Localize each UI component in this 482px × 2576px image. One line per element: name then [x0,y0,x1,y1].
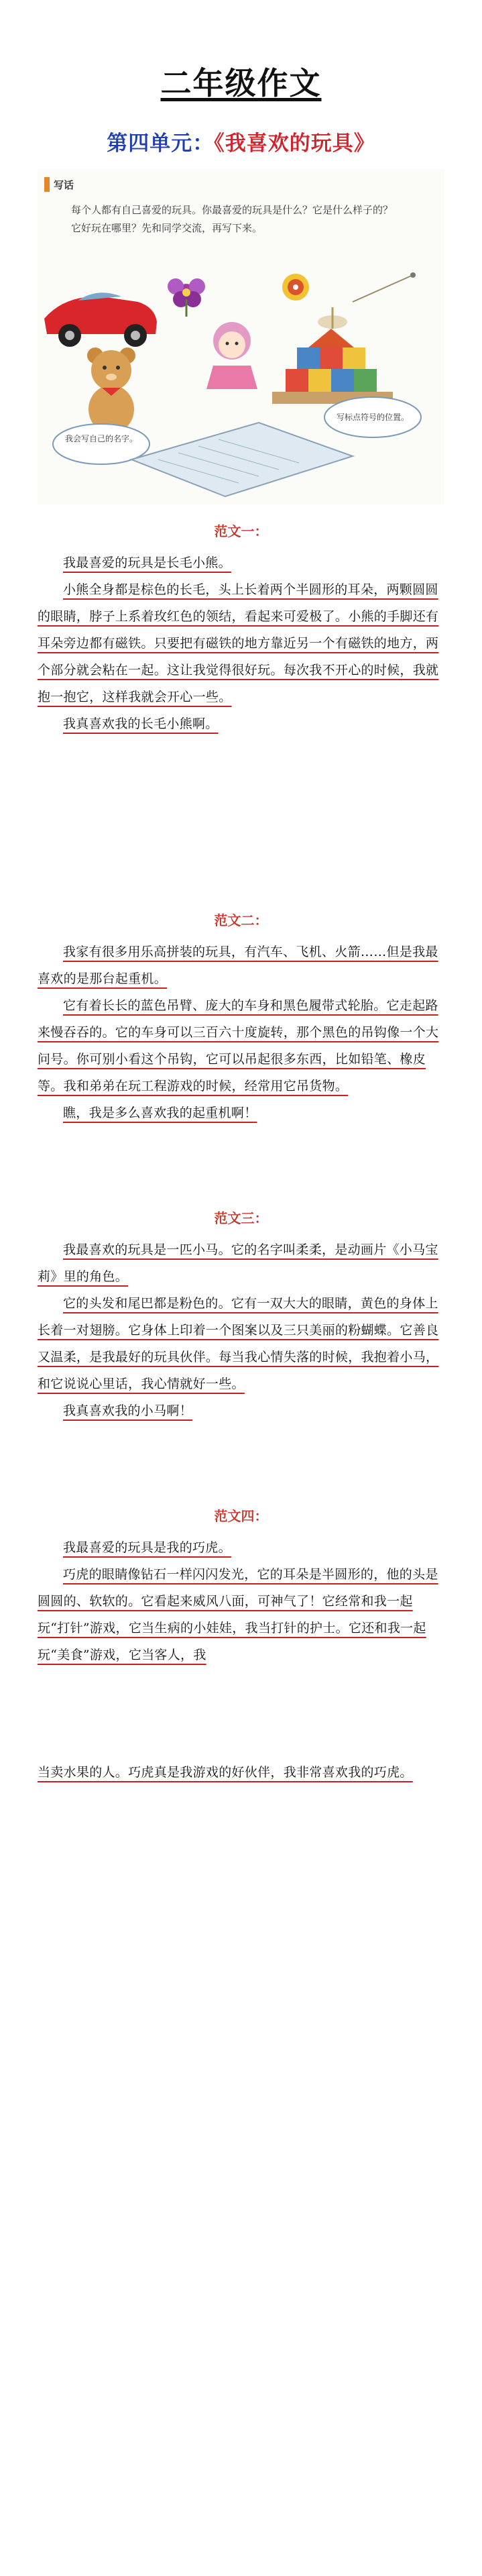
toy-blocks-icon [272,329,393,404]
essay-paragraph: 我真喜欢我的长毛小熊啊。 [63,716,219,731]
subtitle-prefix: 第四单元： [107,131,215,156]
essay-paragraph: 巧虎的眼睛像钻石一样闪闪发光，它的耳朵是半圆形的，他的头是圆圆的、软软的。它看起来威风八面，可神气了！它经常和我一起玩“打针”游戏，它当生病的小娃娃，我当打针的护士。它还和我一起玩“美食”游戏，它当客人，我 [38,1567,438,1662]
essay-paragraph: 我最喜欢的玩具是一匹小马。它的名字叫柔柔，是动画片《小马宝莉》里的角色。 [38,1242,438,1284]
essay-paragraph: 它的头发和尾巴都是粉色的。它有一双大大的眼睛，黄色的身体上长着一对翅膀。它身体上印着一个图案以及三只美丽的粉蝴蝶。它善良又温柔，是我最好的玩具伙伴。每当我心情失落的时候，我抱着小马，和它说说心里话，我心情就好一些。 [38,1296,439,1391]
essay-paragraph: 小熊全身都是棕色的长毛，头上长着两个半圆形的耳朵，两颗圆圆的眼睛，脖子上系着玫红色的领结，看起来可爱极了。小熊的手脚还有耳朵旁边都有磁铁。只要把有磁铁的地方靠近另一个有磁铁的地方，两个部分就会粘在一起。这让我觉得很好玩。每次我不开心的时候，我就抱一抱它，这样我就会开心一些。 [38,582,439,704]
subtitle-topic: 《我喜欢的玩具》 [214,131,375,156]
essay-paragraph: 它有着长长的蓝色吊臂、庞大的车身和黑色履带式轮胎。它走起路来慢吞吞的。它的车身可以三百六十度旋转，那个黑色的吊钩像一个大问号。你可别小看这个吊钩，它可以吊起很多东西，比如铅笔、橡皮等。我和弟弟在玩工程游戏的时候，经常用它吊货物。 [38,998,439,1093]
essay-2 [38,910,444,1126]
essay-paragraph: 当卖水果的人。巧虎真是我游戏的好伙伴，我非常喜欢我的巧虎。 [38,1765,413,1780]
toy-yoyo-icon [282,274,309,301]
essay-paragraph: 我最喜爱的玩具是我的巧虎。 [63,1540,231,1555]
speech-bubble-right [324,397,421,437]
bubble-left-text: 我会写自己的名字。 [64,434,138,443]
essay-heading: 范文一： [214,523,268,539]
toy-teddy-bear-icon [87,347,135,433]
textbook-excerpt [38,169,444,504]
toys-illustration [38,255,444,504]
essay-paragraph: 瞧，我是多么喜欢我的起重机啊！ [63,1106,257,1120]
essay-heading: 范文四： [214,1508,268,1524]
essay-1 [38,521,444,737]
section-label: 写话 [54,178,74,191]
toy-spinning-top-icon [318,272,416,329]
essay-heading: 范文三： [214,1210,268,1226]
essay-4-continued [38,1759,444,1786]
toy-car-icon [44,292,157,347]
bubble-right-text: 写标点符号的位置。 [336,413,410,422]
toy-doll-icon [206,322,257,389]
essay-heading: 范文二： [214,912,268,928]
essay-paragraph: 我家有很多用乐高拼装的玩具，有汽车、飞机、火箭……但是我最喜欢的是那台起重机。 [38,945,438,986]
essay-paragraph: 我真喜欢我的小马啊！ [63,1403,193,1418]
page-subtitle [0,126,482,156]
pencil-icon [44,177,50,192]
toy-flower-icon [168,278,205,317]
essay-3 [38,1208,444,1424]
section-header [44,174,118,195]
essay-paragraph: 我最喜爱的玩具是长毛小熊。 [63,555,231,570]
page-title: 二年级作文 [160,65,322,101]
writing-prompt: 每个人都有自己喜爱的玩具。你最喜爱的玩具是什么？它是什么样子的？它好玩在哪里？先和同学交流，再写下来。 [71,204,394,234]
essay-4 [38,1505,444,1668]
notebook-icon [131,423,353,496]
